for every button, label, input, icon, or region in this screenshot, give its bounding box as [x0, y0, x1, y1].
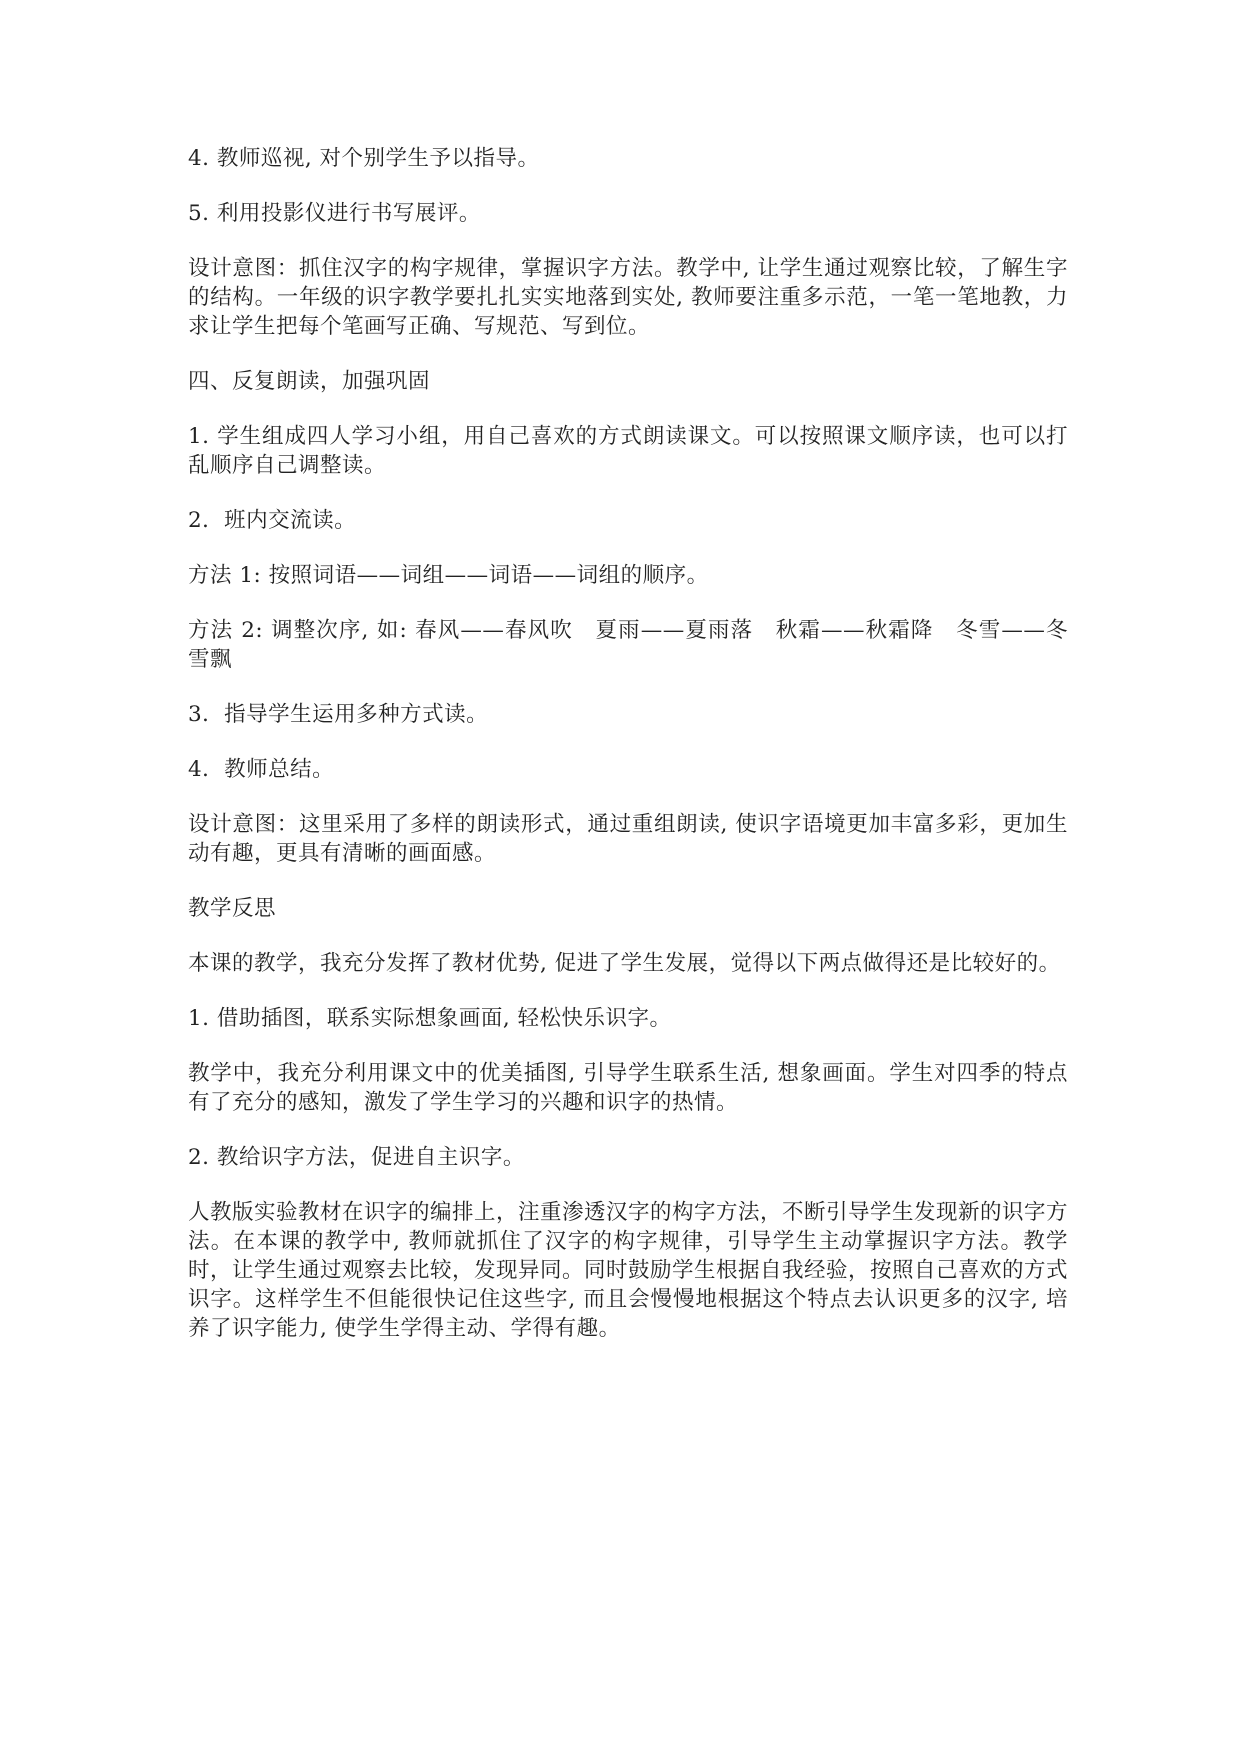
reading-step-1: 1. 学生组成四人学习小组，用自己喜欢的方式朗读课文。可以按照课文顺序读，也可以打乱顺序自己调整读。: [188, 424, 1068, 478]
reflection-point-2: 2. 教给识字方法，促进自主识字。: [188, 1145, 525, 1170]
design-intent-2: 设计意图：这里采用了多样的朗读形式，通过重组朗读, 使识字语境更加丰富多彩，更加生动有趣，更具有清晰的画面感。: [188, 812, 1068, 866]
section-heading-4: 四、反复朗读，加强巩固: [188, 369, 431, 394]
design-intent-1: 设计意图：抓住汉字的构字规律，掌握识字方法。教学中, 让学生通过观察比较，了解生字的结构。一年级的识字教学要扎扎实实地落到实处, 教师要注重多示范，一笔一笔地教，力求让学生把每个笔画写正确、写规范、写到位。: [188, 256, 1068, 339]
reflection-point-1-body: 教学中，我充分利用课文中的优美插图, 引导学生联系生活, 想象画面。学生对四季的特点有了充分的感知，激发了学生学习的兴趣和识字的热情。: [188, 1061, 1068, 1115]
reading-step-2: 2．班内交流读。: [188, 508, 357, 533]
reflection-intro: 本课的教学，我充分发挥了教材优势, 促进了学生发展，觉得以下两点做得还是比较好的。: [188, 951, 1061, 976]
step-4-teacher-patrol: 4. 教师巡视, 对个别学生予以指导。: [188, 146, 540, 171]
document-page: [188, 144, 1068, 1369]
reflection-point-2-body: 人教版实验教材在识字的编排上，注重渗透汉字的构字方法，不断引导学生发现新的识字方法。在本课的教学中, 教师就抓住了汉字的构字规律，引导学生主动掌握识字方法。教学时，让学生通过观察去比较，发现异同。同时鼓励学生根据自我经验，按照自己喜欢的方式识字。这样学生不但能很快记住这些字, 而且会慢慢地根据这个特点去认识更多的汉字, 培养了识字能力, 使学生学得主动、学得有趣。: [188, 1200, 1069, 1341]
method-2: 方法 2: 调整次序, 如: 春风——春风吹 夏雨——夏雨落 秋霜——秋霜降 冬雪——冬雪飘: [188, 618, 1068, 672]
reading-step-4: 4．教师总结。: [188, 757, 335, 782]
reflection-heading: 教学反思: [188, 896, 277, 921]
reflection-point-1: 1. 借助插图，联系实际想象画面, 轻松快乐识字。: [188, 1006, 672, 1031]
method-1: 方法 1: 按照词语——词组——词语——词组的顺序。: [188, 563, 709, 588]
reading-step-3: 3．指导学生运用多种方式读。: [188, 702, 489, 727]
step-5-projector-review: 5. 利用投影仪进行书写展评。: [188, 201, 481, 226]
